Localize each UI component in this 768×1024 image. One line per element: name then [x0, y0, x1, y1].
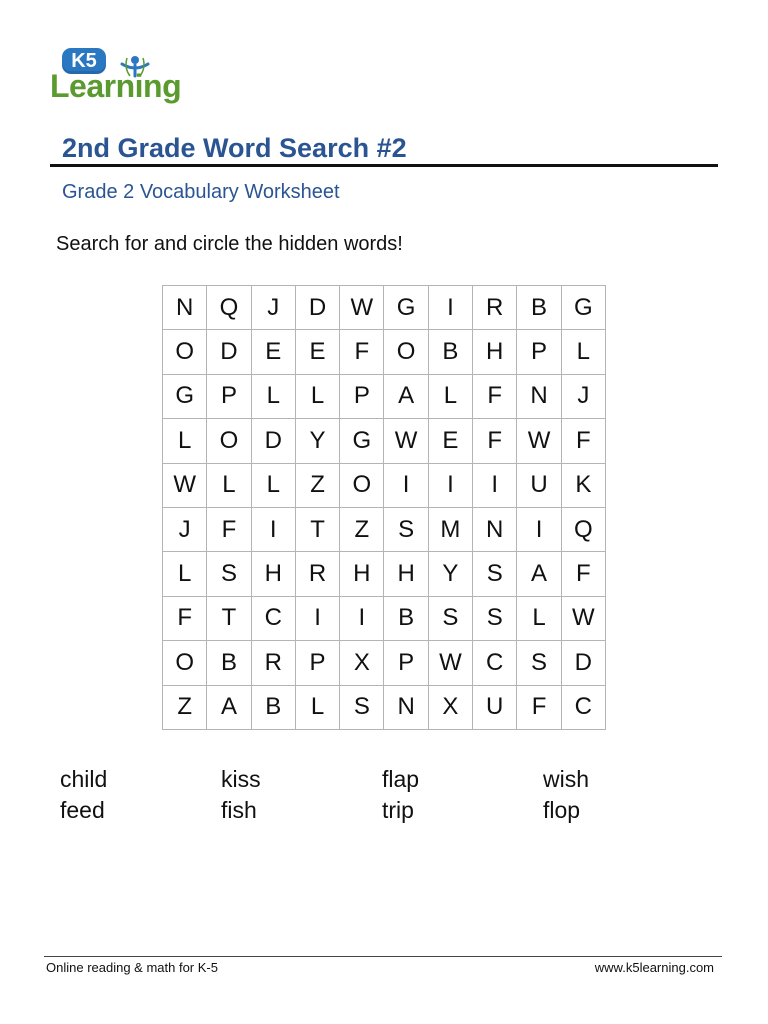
grid-cell: U	[517, 463, 561, 507]
grid-cell: B	[384, 596, 428, 640]
grid-cell: I	[428, 463, 472, 507]
k5-learning-logo	[50, 46, 190, 110]
grid-cell: N	[473, 507, 517, 551]
grid-cell: O	[207, 419, 251, 463]
grid-cell: L	[251, 374, 295, 418]
grid-cell: A	[517, 552, 561, 596]
grid-cell: F	[473, 419, 517, 463]
grid-cell: S	[473, 596, 517, 640]
grid-cell: H	[251, 552, 295, 596]
grid-cell: R	[473, 286, 517, 330]
grid-cell: N	[517, 374, 561, 418]
grid-cell: I	[340, 596, 384, 640]
grid-cell: P	[384, 641, 428, 685]
grid-cell: L	[251, 463, 295, 507]
grid-cell: A	[207, 685, 251, 729]
grid-cell: R	[251, 641, 295, 685]
grid-cell: M	[428, 507, 472, 551]
grid-cell: Z	[163, 685, 207, 729]
grid-cell: L	[163, 552, 207, 596]
grid-cell: Q	[561, 507, 605, 551]
grid-cell: K	[561, 463, 605, 507]
grid-cell: Y	[295, 419, 339, 463]
word-search-grid	[162, 285, 606, 730]
grid-cell: L	[207, 463, 251, 507]
grid-cell: O	[340, 463, 384, 507]
grid-cell: R	[295, 552, 339, 596]
grid-cell: O	[384, 330, 428, 374]
grid-cell: S	[473, 552, 517, 596]
grid-cell: F	[561, 419, 605, 463]
logo-badge: K5	[62, 48, 106, 74]
word-item: fish	[221, 797, 257, 823]
grid-cell: W	[428, 641, 472, 685]
grid-cell: U	[473, 685, 517, 729]
grid-cell: S	[517, 641, 561, 685]
grid-cell: I	[473, 463, 517, 507]
grid-cell: P	[517, 330, 561, 374]
grid-cell: L	[295, 685, 339, 729]
grid-cell: L	[163, 419, 207, 463]
word-item: child	[60, 766, 108, 792]
footer-website-link[interactable]: www.k5learning.com	[594, 960, 714, 975]
grid-cell: F	[517, 685, 561, 729]
grid-cell: Z	[295, 463, 339, 507]
grid-row	[163, 641, 606, 685]
word-item: flop	[543, 797, 581, 823]
word-list	[60, 764, 720, 828]
grid-cell: W	[561, 596, 605, 640]
grid-cell: B	[251, 685, 295, 729]
word-item: trip	[382, 797, 414, 823]
grid-row	[163, 507, 606, 551]
grid-cell: Z	[340, 507, 384, 551]
grid-cell: L	[561, 330, 605, 374]
grid-cell: N	[163, 286, 207, 330]
grid-cell: F	[473, 374, 517, 418]
grid-cell: S	[340, 685, 384, 729]
word-item: wish	[543, 766, 590, 792]
grid-cell: B	[428, 330, 472, 374]
grid-row	[163, 685, 606, 729]
grid-cell: T	[207, 596, 251, 640]
grid-cell: D	[251, 419, 295, 463]
grid-cell: I	[295, 596, 339, 640]
grid-cell: H	[340, 552, 384, 596]
grid-row	[163, 463, 606, 507]
grid-cell: B	[207, 641, 251, 685]
grid-row	[163, 286, 606, 330]
grid-cell: F	[561, 552, 605, 596]
grid-cell: W	[340, 286, 384, 330]
title-divider	[50, 164, 718, 167]
grid-cell: W	[384, 419, 428, 463]
grid-cell: J	[561, 374, 605, 418]
grid-cell: C	[561, 685, 605, 729]
grid-cell: C	[473, 641, 517, 685]
grid-cell: H	[473, 330, 517, 374]
grid-cell: E	[251, 330, 295, 374]
grid-cell: W	[163, 463, 207, 507]
grid-cell: F	[207, 507, 251, 551]
instructions-text: Search for and circle the hidden words!	[56, 233, 403, 255]
grid-cell: I	[517, 507, 561, 551]
grid-cell: H	[384, 552, 428, 596]
grid-cell: D	[295, 286, 339, 330]
grid-cell: J	[163, 507, 207, 551]
grid-cell: G	[384, 286, 428, 330]
grid-cell: S	[207, 552, 251, 596]
grid-row	[163, 596, 606, 640]
grid-cell: I	[251, 507, 295, 551]
footer-divider	[44, 956, 722, 957]
grid-cell: X	[428, 685, 472, 729]
grid-cell: F	[163, 596, 207, 640]
grid-cell: J	[251, 286, 295, 330]
grid-cell: Y	[428, 552, 472, 596]
grid-cell: E	[428, 419, 472, 463]
grid-cell: C	[251, 596, 295, 640]
word-item: flap	[382, 766, 420, 792]
grid-cell: W	[517, 419, 561, 463]
grid-cell: I	[428, 286, 472, 330]
grid-cell: G	[561, 286, 605, 330]
grid-cell: P	[340, 374, 384, 418]
grid-cell: O	[163, 330, 207, 374]
grid-cell: F	[340, 330, 384, 374]
logo-wordmark: Learning	[50, 68, 182, 104]
grid-cell: I	[384, 463, 428, 507]
grid-cell: E	[295, 330, 339, 374]
grid-row	[163, 330, 606, 374]
grid-cell: L	[428, 374, 472, 418]
word-item: kiss	[221, 766, 261, 792]
word-item: feed	[60, 797, 105, 823]
grid-cell: G	[340, 419, 384, 463]
grid-cell: Q	[207, 286, 251, 330]
grid-cell: P	[207, 374, 251, 418]
grid-cell: L	[295, 374, 339, 418]
grid-cell: T	[295, 507, 339, 551]
grid-cell: B	[517, 286, 561, 330]
page-title: 2nd Grade Word Search #2	[62, 133, 407, 163]
grid-cell: L	[517, 596, 561, 640]
page-subtitle: Grade 2 Vocabulary Worksheet	[62, 181, 340, 203]
grid-cell: A	[384, 374, 428, 418]
grid-row	[163, 552, 606, 596]
grid-cell: O	[163, 641, 207, 685]
grid-cell: D	[561, 641, 605, 685]
grid-cell: G	[163, 374, 207, 418]
grid-cell: X	[340, 641, 384, 685]
grid-row	[163, 374, 606, 418]
footer-tagline: Online reading & math for K-5	[46, 960, 218, 975]
grid-cell: S	[384, 507, 428, 551]
grid-cell: S	[428, 596, 472, 640]
grid-cell: N	[384, 685, 428, 729]
grid-cell: P	[295, 641, 339, 685]
grid-cell: D	[207, 330, 251, 374]
grid-row	[163, 419, 606, 463]
